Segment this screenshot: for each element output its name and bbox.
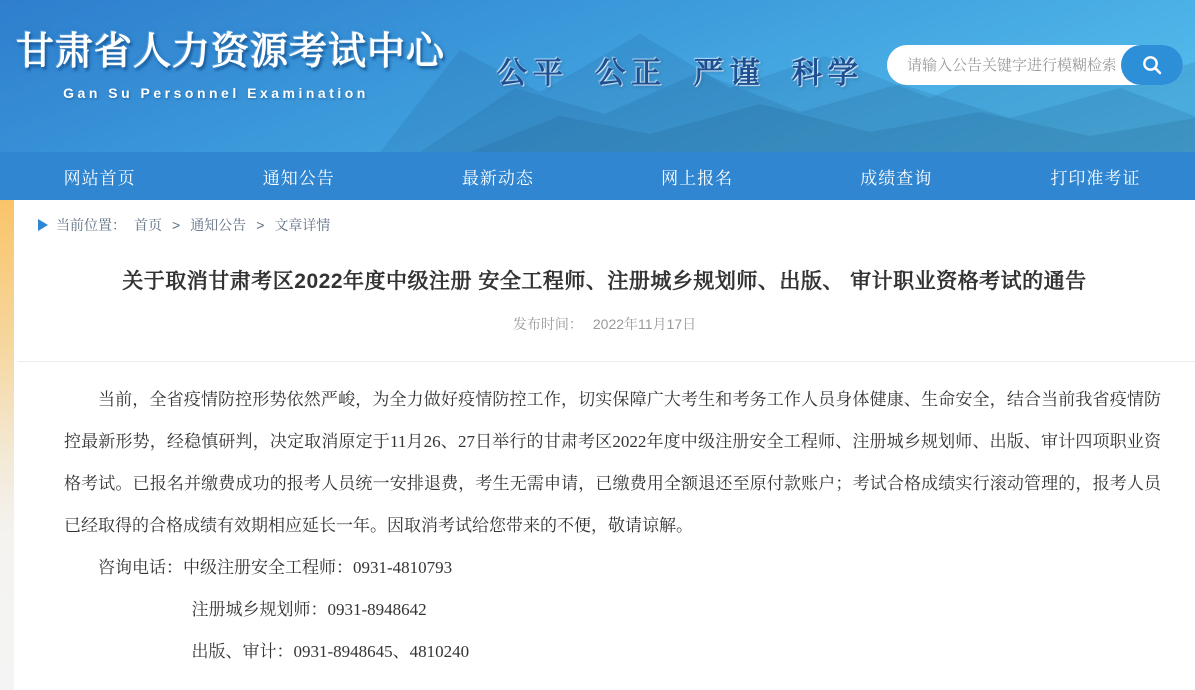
site-title: 甘肃省人力资源考试中心 xyxy=(16,31,446,73)
breadcrumb-arrow-icon xyxy=(38,219,48,231)
nav-item-online-registration[interactable]: 网上报名 xyxy=(661,168,734,188)
content-area xyxy=(14,200,1195,690)
header-slogan: 公平 公正 严谨 科学 xyxy=(497,57,865,90)
nav-item-notices[interactable]: 通知公告 xyxy=(262,168,335,188)
search-bar xyxy=(887,45,1183,85)
breadcrumb-item-article-detail[interactable]: 文章详情 xyxy=(274,217,331,233)
site-header xyxy=(0,0,1195,152)
breadcrumb xyxy=(14,200,1195,247)
publish-date-value: 2022年11月17日 xyxy=(592,316,697,332)
site-subtitle: Gan Su Personnel Examination xyxy=(63,85,369,101)
publish-date-line xyxy=(14,314,1195,334)
contact-line-publishing-audit: 出版、审计：0931-8948645、4810240 xyxy=(191,642,470,661)
article-body xyxy=(14,379,1195,690)
breadcrumb-item-notices[interactable]: 通知公告 xyxy=(190,217,247,233)
article-paragraph: 当前，全省疫情防控形势依然严峻，为全力做好疫情防控工作，切实保障广大考生和考务工作人员身体健康、生命安全，结合当前我省疫情防控最新形势，经稳慎研判，决定取消原定于11月26、27日举行的甘肃考区2022年度中级注册安全工程师、注册城乡规划师、出版、审计四项职业资格考试。已报名并缴费成功的报考人员统一安排退费，考生无需申请，已缴费用全额退还至原付款账户；考试合格成绩实行滚动管理的，报考人员已经取得的合格成绩有效期相应延长一年。因取消考试给您带来的不便，敬请谅解。 xyxy=(64,390,1161,535)
article xyxy=(14,267,1195,690)
site-logo[interactable] xyxy=(16,20,446,101)
main-nav xyxy=(0,152,1195,200)
nav-item-latest-news[interactable]: 最新动态 xyxy=(461,168,534,188)
publish-date-label: 发布时间： xyxy=(512,316,583,332)
breadcrumb-prefix: 当前位置： xyxy=(56,217,126,233)
contact-line-safety-engineer: 咨询电话：中级注册安全工程师：0931-4810793 xyxy=(98,558,453,577)
search-button[interactable] xyxy=(1121,45,1183,85)
article-title: 关于取消甘肃考区2022年度中级注册 安全工程师、注册城乡规划师、出版、 审计职业资格考试的通告 xyxy=(122,270,1087,293)
breadcrumb-separator: > xyxy=(172,217,181,233)
nav-item-home[interactable]: 网站首页 xyxy=(63,168,136,188)
contact-line-urban-planner: 注册城乡规划师：0931-8948642 xyxy=(191,600,427,619)
search-input[interactable] xyxy=(887,45,1121,85)
breadcrumb-item-home[interactable]: 首页 xyxy=(134,217,162,233)
left-edge-decoration xyxy=(0,200,14,690)
title-divider xyxy=(18,361,1195,362)
nav-item-score-query[interactable]: 成绩查询 xyxy=(860,168,933,188)
nav-item-print-admission-ticket[interactable]: 打印准考证 xyxy=(1050,168,1141,188)
breadcrumb-separator: > xyxy=(256,217,265,233)
search-icon xyxy=(1141,54,1163,76)
